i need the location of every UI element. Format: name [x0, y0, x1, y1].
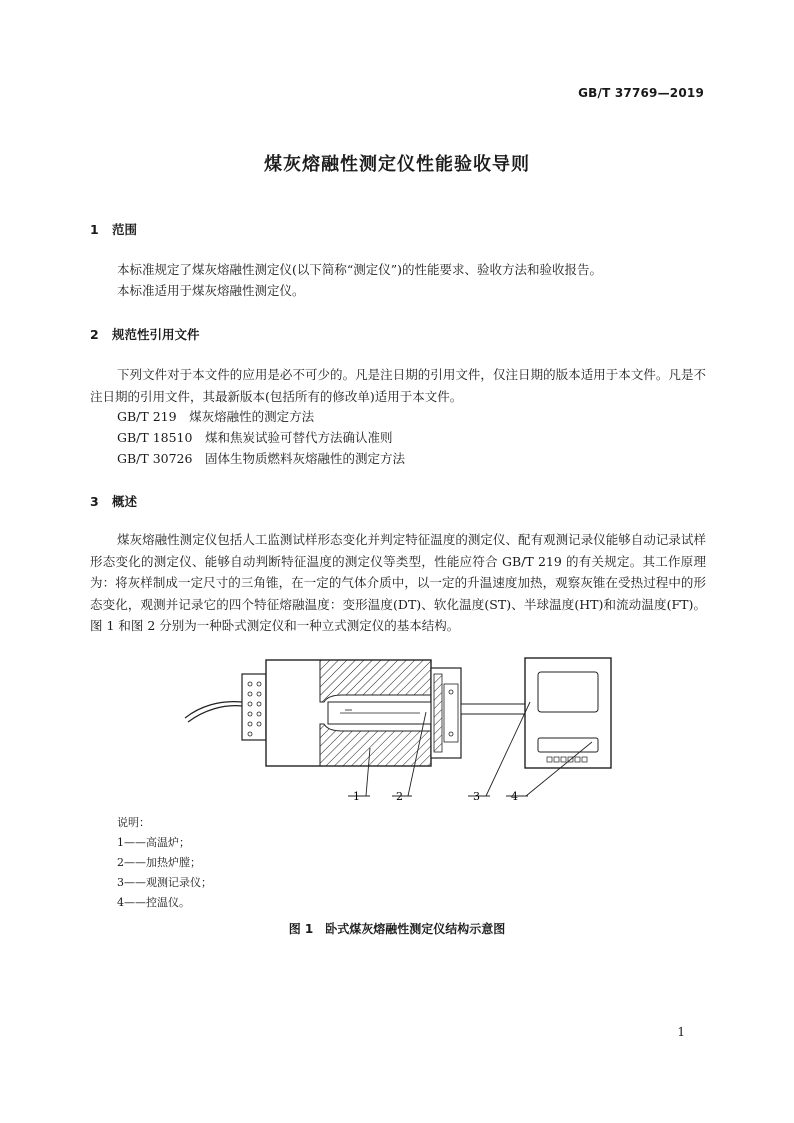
legend-item: 2——加热炉膛；: [117, 856, 201, 869]
connector-block: [242, 674, 266, 740]
furnace-schematic: [180, 640, 660, 810]
standard-number: GB/T 37769—2019: [578, 86, 704, 100]
section-2-heading: [90, 325, 200, 343]
section-title: 范围: [112, 222, 138, 237]
reference-title: 固体生物质燃料灰熔融性的测定方法: [204, 451, 405, 466]
figure-caption: 图 1 卧式煤灰熔融性测定仪结构示意图: [288, 922, 506, 936]
document-title: 煤灰熔融性测定仪性能验收导则: [264, 154, 530, 175]
reference-code: GB/T 30726: [117, 451, 193, 466]
leader-line-3: [486, 702, 530, 796]
sight-tube: [461, 704, 525, 714]
callout-3: 3: [473, 790, 480, 803]
section-2-intro: 下列文件对于本文件的应用是必不可少的。凡是注日期的引用文件，仅注日期的版本适用于本文件。凡是不注日期的引用文件，其最新版本(包括所有的修改单)适用于本文件。: [90, 367, 706, 404]
section-number: 1: [90, 222, 99, 237]
section-number: 2: [90, 327, 99, 342]
section-title: 概述: [112, 494, 138, 509]
reference-item: [117, 427, 393, 449]
reference-item: [117, 448, 405, 470]
section-3-heading: [90, 492, 137, 510]
section-number: 3: [90, 494, 99, 509]
section-title: 规范性引用文件: [112, 327, 200, 342]
recorder-screen: [538, 672, 598, 712]
cable: [188, 706, 242, 722]
legend-item: 4——控温仪。: [117, 896, 190, 909]
legend-item: 1——高温炉；: [117, 836, 190, 849]
section-1-paragraph-2: 本标准适用于煤灰熔融性测定仪。: [117, 283, 305, 298]
section-1-paragraph-1: 本标准规定了煤灰熔融性测定仪(以下简称“测定仪”)的性能要求、验收方法和验收报告。: [117, 262, 603, 277]
callout-4: 4: [511, 790, 518, 803]
reference-item: [117, 406, 314, 428]
callout-1: 1: [353, 790, 360, 803]
reference-code: GB/T 18510: [117, 430, 193, 445]
page-number: 1: [677, 1025, 685, 1039]
figure-legend: [117, 813, 212, 913]
legend-item: 3——观测记录仪；: [117, 876, 212, 889]
reference-title: 煤灰熔融性的测定方法: [189, 409, 315, 424]
section-1-heading: [90, 220, 137, 238]
reference-title: 煤和焦炭试验可替代方法确认准则: [204, 430, 393, 445]
section-3-paragraph: 煤灰熔融性测定仪包括人工监测试样形态变化并判定特征温度的测定仪、配有观测记录仪能够自动记录试样形态变化的测定仪、能够自动判断特征温度的测定仪等类型，性能应符合 GB/T 219 的有关规定。其工作原理为：将灰样制成一定尺寸的三角锥，在一定的气体介质中，以一定的升温速度加热，观察灰锥在受热过程中的形态变化，观测并记录它的四个特征熔融温度：变形温度(DT)、软化温度(ST)、半球温度(HT)和流动温度(FT)。图 1 和图 2 分别为一种卧式测定仪和一种立式测定仪的基本结构。: [90, 532, 706, 633]
cable: [185, 702, 242, 718]
callout-2: 2: [396, 790, 403, 803]
figure-1-diagram: [180, 640, 660, 810]
reference-code: GB/T 219: [117, 409, 177, 424]
legend-title: 说明：: [117, 816, 150, 829]
